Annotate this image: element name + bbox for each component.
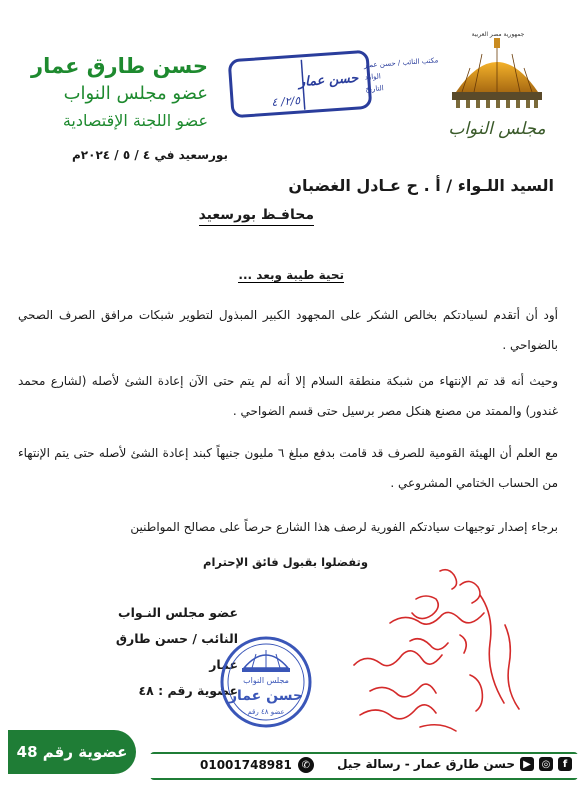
greeting: تحية طيبة وبعد ... <box>238 268 344 282</box>
footer-phone <box>200 757 314 773</box>
signature-title: عضو مجلس النـواب <box>118 605 238 620</box>
addressee-line: السيد اللـواء / أ . ح عـادل الغضبان <box>288 176 554 195</box>
stamp-handwritten-name: حسن عمار <box>298 70 359 91</box>
stamp-date-label: التاريخ <box>365 84 384 94</box>
sender-title-committee: عضو اللجنة الإقتصادية <box>62 111 208 130</box>
letter-date: بورسعيد في ٤ / ٥ / ٢٠٢٤م <box>72 148 228 162</box>
stamp-office-text: مكتب النائب / حسن عمار <box>363 56 439 70</box>
body-paragraph-2: وحيث أنه قد تم الإنتهاء من شبكة منطقة السلام إلا أنه لم يتم حتى الآن إعادة الشئ لأصله (لشارع محمد غندور) والممتد من مصنع هنكل مصر برسيل حتى قسم الضواحي . <box>18 374 558 418</box>
signature-membership: عضوية رقم : ٤٨ <box>138 683 238 698</box>
handwritten-annotation <box>320 565 530 740</box>
footer-social <box>337 757 572 771</box>
phone-icon: ✆ <box>298 757 314 773</box>
logo-caption: مجلس النواب <box>448 119 546 139</box>
received-stamp <box>225 48 439 118</box>
instagram-icon[interactable]: ◎ <box>539 757 553 771</box>
phone-number: 01001748981 <box>200 758 292 772</box>
facebook-icon[interactable]: f <box>558 757 572 771</box>
youtube-icon[interactable]: ▶ <box>520 757 534 771</box>
body-paragraph-1: أود أن أتقدم لسيادتكم بخالص الشكر على المجهود الكبير المبذول لتطوير شبكات مرافق الصرف الصحي بالضواحي . <box>18 308 558 352</box>
seal-number: عضو ٤٨ رقم <box>247 708 285 716</box>
signature-name: النائب / حسن طارق عمار <box>115 631 238 672</box>
body-paragraph-3: مع العلم أن الهيئة القومية للصرف قد قامت بدفع مبلغ ٦ مليون جنيهاً كبند إعادة الشئ لأصله حتى يتم الإنتهاء من الحساب الختامي المشروعي . <box>18 446 559 490</box>
official-seal <box>218 634 314 730</box>
body-paragraph-4: برجاء إصدار توجيهات سيادتكم الفورية لرصف هذا الشارع حرصاً على مصالح المواطنين <box>130 520 558 534</box>
seal-top-text: مجلس النواب <box>243 676 289 685</box>
addressee-position: محافـظ بورسعيد <box>199 207 314 226</box>
closing-line: وتفضلوا بقبول فائق الإحترام <box>203 555 368 569</box>
membership-badge: عضوية رقم 48 <box>8 730 136 774</box>
sender-block <box>28 52 208 134</box>
seal-name: حسن عمار <box>228 688 304 704</box>
stamp-handwritten-date: ٢/٥/ ٤ <box>271 94 301 110</box>
parliament-logo-icon <box>442 22 552 142</box>
signature-block <box>98 600 238 704</box>
logo-country-text: جمهورية مصر العربية <box>471 31 525 38</box>
stamp-received-label: الوارد <box>364 72 382 82</box>
social-handle: حسن طارق عمار - رسالة جيل <box>337 757 515 771</box>
sender-title-parliament: عضو مجلس النواب <box>63 83 208 104</box>
sender-name: حسن طارق عمار <box>31 54 208 78</box>
